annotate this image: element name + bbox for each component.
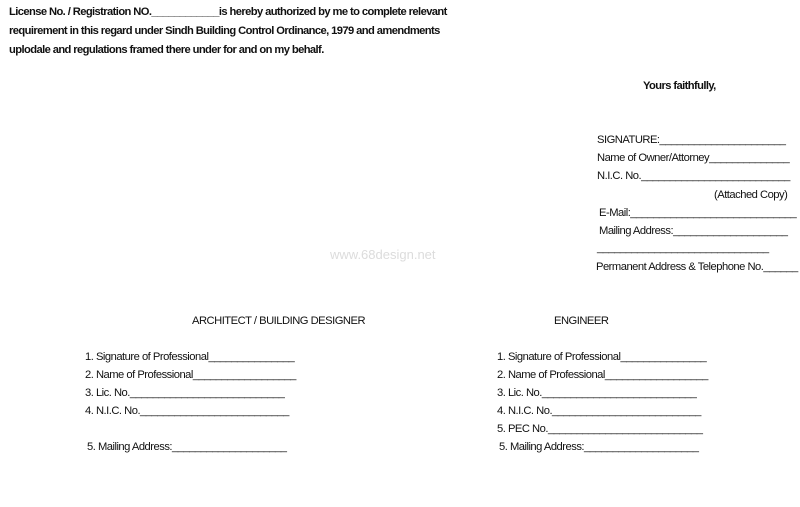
engineer-lic-field: 3. Lic. No.___________________________ bbox=[497, 387, 697, 399]
architect-nic-field: 4. N.I.C. No.__________________________ bbox=[85, 405, 289, 417]
owner-blank-line: ______________________________ bbox=[597, 242, 769, 254]
owner-email-field: E-Mail:_____________________________ bbox=[599, 207, 797, 219]
owner-nic-field: N.I.C. No.__________________________ bbox=[597, 170, 790, 182]
architect-heading: ARCHITECT / BUILDING DESIGNER bbox=[192, 315, 366, 327]
watermark: www.68design.net bbox=[330, 247, 436, 262]
owner-permanent-address-field: Permanent Address & Telephone No.______ bbox=[596, 261, 798, 273]
owner-signature-field: SIGNATURE:______________________ bbox=[597, 134, 786, 146]
owner-mailing-address-field: Mailing Address:____________________ bbox=[599, 225, 788, 237]
engineer-heading: ENGINEER bbox=[554, 315, 609, 327]
engineer-signature-field: 1. Signature of Professional_______________ bbox=[497, 351, 707, 363]
owner-name-field: Name of Owner/Attorney______________ bbox=[597, 152, 790, 164]
engineer-name-field: 2. Name of Professional__________________ bbox=[497, 369, 708, 381]
authorization-line-2: requirement in this regard under Sindh Building Control Ordinance, 1979 and amendments bbox=[9, 25, 440, 37]
closing: Yours faithfully, bbox=[643, 80, 716, 92]
engineer-mailing-address-field: 5. Mailing Address:____________________ bbox=[499, 441, 699, 453]
attached-copy-note: (Attached Copy) bbox=[714, 189, 788, 201]
engineer-nic-field: 4. N.I.C. No.__________________________ bbox=[497, 405, 701, 417]
architect-name-field: 2. Name of Professional__________________ bbox=[85, 369, 296, 381]
engineer-pec-field: 5. PEC No.___________________________ bbox=[497, 423, 703, 435]
architect-lic-field: 3. Lic. No.___________________________ bbox=[85, 387, 285, 399]
authorization-line-1: License No. / Registration NO.____________is hereby authorized by me to complete relevant bbox=[9, 6, 447, 18]
architect-signature-field: 1. Signature of Professional_______________ bbox=[85, 351, 295, 363]
authorization-line-3: uplodale and regulations framed there under for and on my behalf. bbox=[9, 44, 324, 56]
architect-mailing-address-field: 5. Mailing Address:____________________ bbox=[87, 441, 287, 453]
